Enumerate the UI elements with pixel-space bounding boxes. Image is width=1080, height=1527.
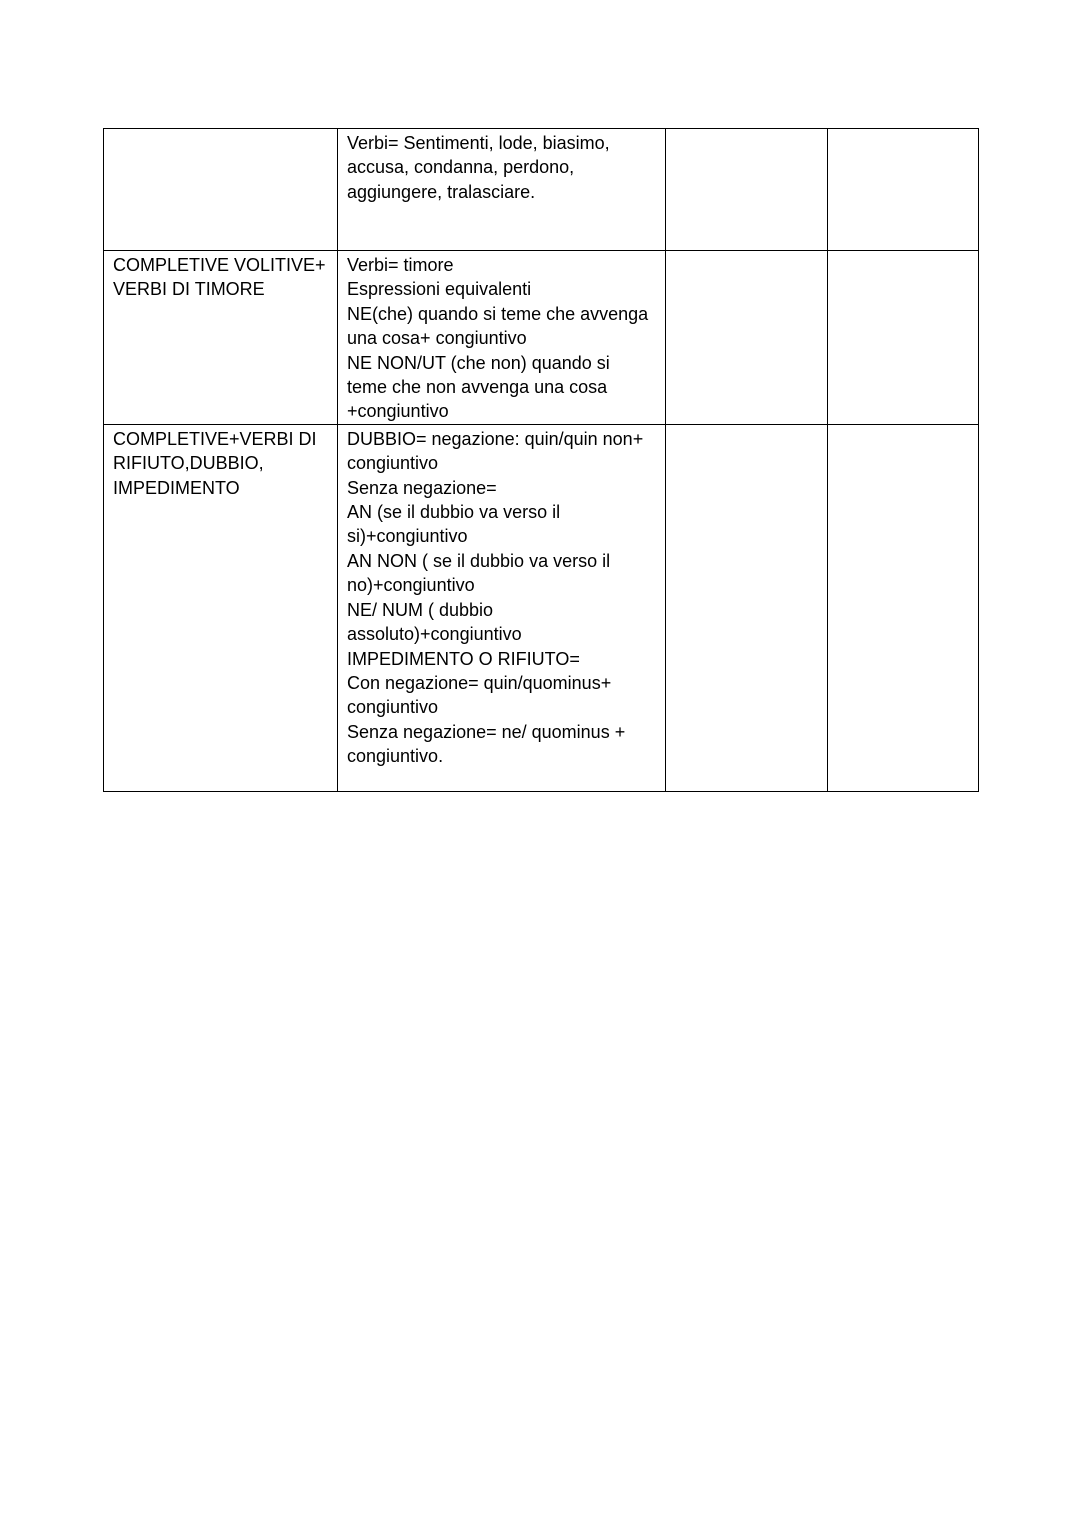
rule-line: NE(che) quando si teme che avvenga: [347, 303, 649, 324]
rule-line: congiuntivo.: [347, 746, 444, 767]
rule-line: AN NON ( se il dubbio va verso il: [347, 550, 611, 571]
rule-line: +congiuntivo: [347, 401, 449, 422]
rule-line: AN (se il dubbio va verso il: [347, 502, 561, 523]
grammar-table: [103, 128, 979, 792]
empty-cell: [828, 129, 979, 251]
rule-cell: [338, 129, 666, 251]
table-row: [104, 129, 979, 251]
rule-line: assoluto)+congiuntivo: [347, 624, 522, 645]
construction-cell: [104, 424, 338, 791]
construction-cell: [104, 251, 338, 425]
construction-line: RIFIUTO,DUBBIO,: [113, 453, 264, 474]
rule-cell: [338, 424, 666, 791]
rule-line: teme che non avvenga una cosa: [347, 377, 608, 398]
empty-cell: [828, 251, 979, 425]
rule-line: aggiungere, tralasciare.: [347, 181, 536, 202]
construction-cell: [104, 129, 338, 251]
empty-cell: [666, 129, 828, 251]
construction-line: COMPLETIVE+VERBI DI: [113, 428, 317, 449]
table-row: [104, 424, 979, 791]
rule-line: IMPEDIMENTO O RIFIUTO=: [347, 648, 580, 669]
construction-line: COMPLETIVE VOLITIVE+: [113, 255, 326, 275]
rule-line: no)+congiuntivo: [347, 575, 475, 596]
rule-cell: [338, 251, 666, 425]
empty-cell: [666, 251, 828, 425]
rule-line: Verbi= timore: [347, 255, 454, 275]
construction-line: VERBI DI TIMORE: [113, 279, 265, 300]
table-row: [104, 251, 979, 425]
empty-cell: [828, 424, 979, 791]
rule-line: Espressioni equivalenti: [347, 279, 532, 300]
rule-line: una cosa+ congiuntivo: [347, 328, 527, 349]
rule-line: congiuntivo: [347, 697, 439, 718]
empty-cell: [666, 424, 828, 791]
rule-line: Verbi= Sentimenti, lode, biasimo,: [347, 133, 610, 153]
rule-line: Senza negazione= ne/ quominus +: [347, 721, 626, 742]
rule-line: si)+congiuntivo: [347, 526, 468, 547]
rule-line: NE/ NUM ( dubbio: [347, 599, 494, 620]
rule-line: Con negazione= quin/quominus+: [347, 672, 612, 693]
rule-line: NE NON/UT (che non) quando si: [347, 352, 610, 373]
rule-line: accusa, condanna, perdono,: [347, 157, 575, 178]
rule-line: DUBBIO= negazione: quin/quin non+: [347, 428, 644, 449]
construction-line: IMPEDIMENTO: [113, 477, 240, 498]
rule-line: congiuntivo: [347, 453, 439, 474]
rule-line: Senza negazione=: [347, 477, 497, 498]
